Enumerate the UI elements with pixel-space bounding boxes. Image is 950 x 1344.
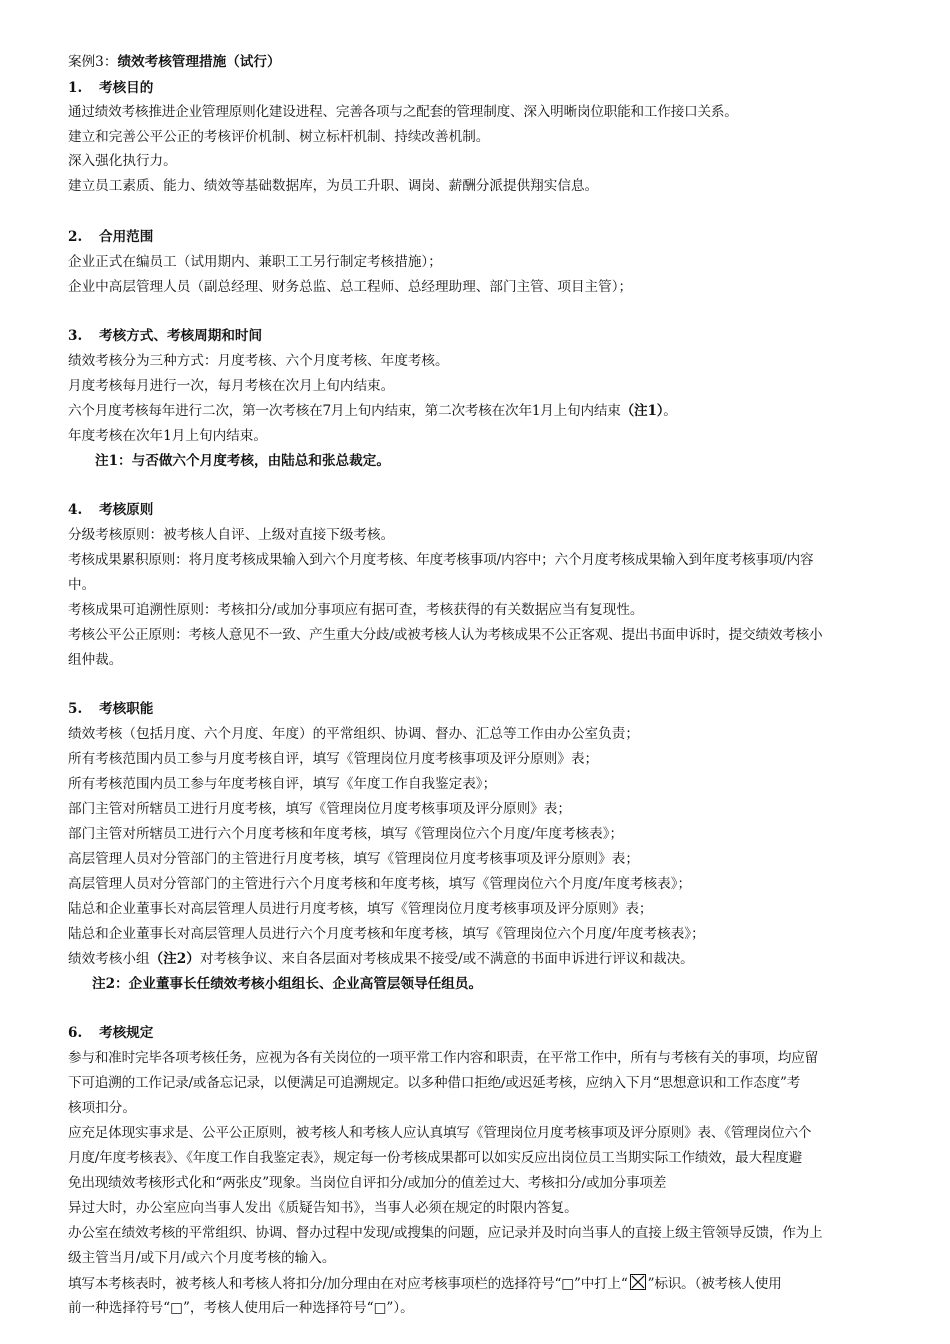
section-3-title: 考核方式、考核周期和时间 bbox=[99, 328, 263, 344]
note-2: 注2：企业董事长任绩效考核小组组长、企业高管层领导任组员。 bbox=[92, 976, 483, 992]
section-5-line: 绩效考核（包括月度、六个月度、年度）的平常组织、协调、督办、汇总等工作由办公室负责； bbox=[68, 726, 639, 742]
section-5-number: 5. bbox=[68, 701, 83, 717]
section-1-number: 1. bbox=[68, 80, 83, 96]
section-1-line: 通过绩效考核推进企业管理原则化建设进程、完善各项与之配套的管理制度、深入明晰岗位职能和工作接口关系。 bbox=[68, 104, 738, 120]
section-4-line: 分级考核原则：被考核人自评、上级对直接下级考核。 bbox=[68, 527, 395, 543]
section-5-line: 陆总和企业董事长对高层管理人员进行六个月度考核和年度考核，填写《管理岗位六个月度/年度考核表》； bbox=[68, 926, 705, 942]
title-text: 绩效考核管理措施（试行） bbox=[117, 54, 281, 70]
section-5-line: 陆总和企业董事长对高层管理人员进行月度考核，填写《管理岗位月度考核事项及评分原则》表； bbox=[68, 901, 653, 917]
section-3-heading bbox=[68, 327, 262, 345]
section-6-line: 参与和准时完毕各项考核任务，应视为各有关岗位的一项平常工作内容和职责，在平常工作中，所有与考核有关的事项，均应留 bbox=[68, 1050, 819, 1066]
section-6-line: 核项扣分。 bbox=[68, 1100, 136, 1116]
note-2-reference: （注2） bbox=[149, 951, 200, 967]
section-4-line: 组仲裁。 bbox=[68, 652, 123, 668]
section-4-number: 4. bbox=[68, 502, 83, 518]
section-6-line bbox=[68, 1274, 782, 1293]
note-1-reference: （注1） bbox=[620, 403, 664, 419]
section-3-line: 年度考核在次年1月上旬内结束。 bbox=[68, 428, 267, 444]
section-3-line-text: 六个月度考核每年进行二次，第一次考核在7月上旬内结束，第二次考核在次年1月上旬内结束 bbox=[68, 403, 621, 419]
section-6-line-text: ”标识。（被考核人使用 bbox=[647, 1276, 782, 1292]
section-6-heading bbox=[68, 1024, 153, 1042]
section-6-line: 下可追溯的工作记录/或备忘记录，以便满足可追溯规定。以多种借口拒绝/或迟延考核，应纳入下月“思想意识和工作态度”考 bbox=[68, 1075, 801, 1091]
section-3-line-end: 。 bbox=[663, 403, 677, 419]
section-6-line: 前一种选择符号“□”，考核人使用后一种选择符号“□”）。 bbox=[68, 1300, 414, 1316]
section-4-title: 考核原则 bbox=[99, 502, 154, 518]
doc-title bbox=[68, 53, 281, 71]
section-6-line: 异过大时，办公室应向当事人发出《质疑告知书》，当事人必须在规定的时限内答复。 bbox=[68, 1200, 578, 1216]
section-2-heading bbox=[68, 228, 153, 246]
section-1-line: 建立和完善公平公正的考核评价机制、树立标杆机制、持续改善机制。 bbox=[68, 129, 490, 145]
section-4-heading bbox=[68, 501, 153, 519]
section-5-line-text: 绩效考核小组 bbox=[68, 951, 150, 967]
section-5-line: 高层管理人员对分管部门的主管进行六个月度考核和年度考核，填写《管理岗位六个月度/年度考核表》； bbox=[68, 876, 692, 892]
section-5-line: 所有考核范围内员工参与月度考核自评，填写《管理岗位月度考核事项及评分原则》表； bbox=[68, 751, 599, 767]
section-2-number: 2. bbox=[68, 229, 83, 245]
section-1-heading bbox=[68, 79, 153, 97]
note-1: 注1：与否做六个月度考核，由陆总和张总裁定。 bbox=[95, 453, 390, 469]
section-5-line: 高层管理人员对分管部门的主管进行月度考核，填写《管理岗位月度考核事项及评分原则》表； bbox=[68, 851, 639, 867]
section-5-line bbox=[68, 950, 694, 968]
section-6-line: 免出现绩效考核形式化和“两张皮”现象。当岗位自评扣分/或加分的值差过大、考核扣分/或加分事项差 bbox=[68, 1175, 667, 1191]
section-5-line: 部门主管对所辖员工进行月度考核，填写《管理岗位月度考核事项及评分原则》表； bbox=[68, 801, 571, 817]
section-4-line: 考核成果可追溯性原则：考核扣分/或加分事项应有据可查，考核获得的有关数据应当有复现性。 bbox=[68, 602, 644, 618]
section-4-line: 考核成果累积原则：将月度考核成果输入到六个月度考核、年度考核事项/内容中；六个月度考核成果输入到年度考核事项/内容 bbox=[68, 552, 814, 568]
section-3-number: 3. bbox=[68, 328, 83, 344]
section-2-line: 企业中高层管理人员（副总经理、财务总监、总工程师、总经理助理、部门主管、项目主管）； bbox=[68, 279, 633, 295]
section-2-title: 合用范围 bbox=[99, 229, 154, 245]
checkbox-x-icon bbox=[630, 1274, 646, 1290]
section-2-line: 企业正式在编员工（试用期内、兼职工工另行制定考核措施）； bbox=[68, 254, 442, 270]
section-1-line: 深入强化执行力。 bbox=[68, 153, 177, 169]
section-5-line: 所有考核范围内员工参与年度考核自评，填写《年度工作自我鉴定表》； bbox=[68, 776, 497, 792]
section-1-line: 建立员工素质、能力、绩效等基础数据库，为员工升职、调岗、薪酬分派提供翔实信息。 bbox=[68, 178, 599, 194]
section-5-line-text: 对考核争议、来自各层面对考核成果不接受/或不满意的书面申诉进行评议和裁决。 bbox=[199, 951, 694, 967]
section-5-heading bbox=[68, 700, 153, 718]
section-4-line: 中。 bbox=[68, 577, 96, 593]
section-6-line: 月度/年度考核表》、《年度工作自我鉴定表》，规定每一份考核成果都可以如实反应出岗位员工当期实际工作绩效，最大程度避 bbox=[68, 1150, 803, 1166]
section-6-title: 考核规定 bbox=[99, 1025, 154, 1041]
section-6-line: 级主管当月/或下月/或六个月度考核的输入。 bbox=[68, 1250, 336, 1266]
section-1-title: 考核目的 bbox=[99, 80, 154, 96]
section-3-line: 绩效考核分为三种方式：月度考核、六个月度考核、年度考核。 bbox=[68, 353, 449, 369]
title-prefix: 案例3： bbox=[68, 54, 118, 70]
section-3-line: 月度考核每月进行一次，每月考核在次月上旬内结束。 bbox=[68, 378, 395, 394]
section-6-line-text: 填写本考核表时，被考核人和考核人将扣分/加分理由在对应考核事项栏的选择符号“□”中打上“ bbox=[68, 1276, 628, 1292]
section-6-line: 办公室在绩效考核的平常组织、协调、督办过程中发现/或搜集的问题，应记录并及时向当事人的直接上级主管领导反馈，作为上 bbox=[68, 1225, 823, 1241]
section-5-line: 部门主管对所辖员工进行六个月度考核和年度考核，填写《管理岗位六个月度/年度考核表》； bbox=[68, 826, 624, 842]
section-6-number: 6. bbox=[68, 1025, 83, 1041]
section-5-title: 考核职能 bbox=[99, 701, 154, 717]
section-6-line: 应充足体现实事求是、公平公正原则，被考核人和考核人应认真填写《管理岗位月度考核事项及评分原则》表、《管理岗位六个 bbox=[68, 1125, 812, 1141]
section-3-line bbox=[68, 402, 677, 420]
section-4-line: 考核公平公正原则：考核人意见不一致、产生重大分歧/或被考核人认为考核成果不公正客观、提出书面申诉时，提交绩效考核小 bbox=[68, 627, 823, 643]
